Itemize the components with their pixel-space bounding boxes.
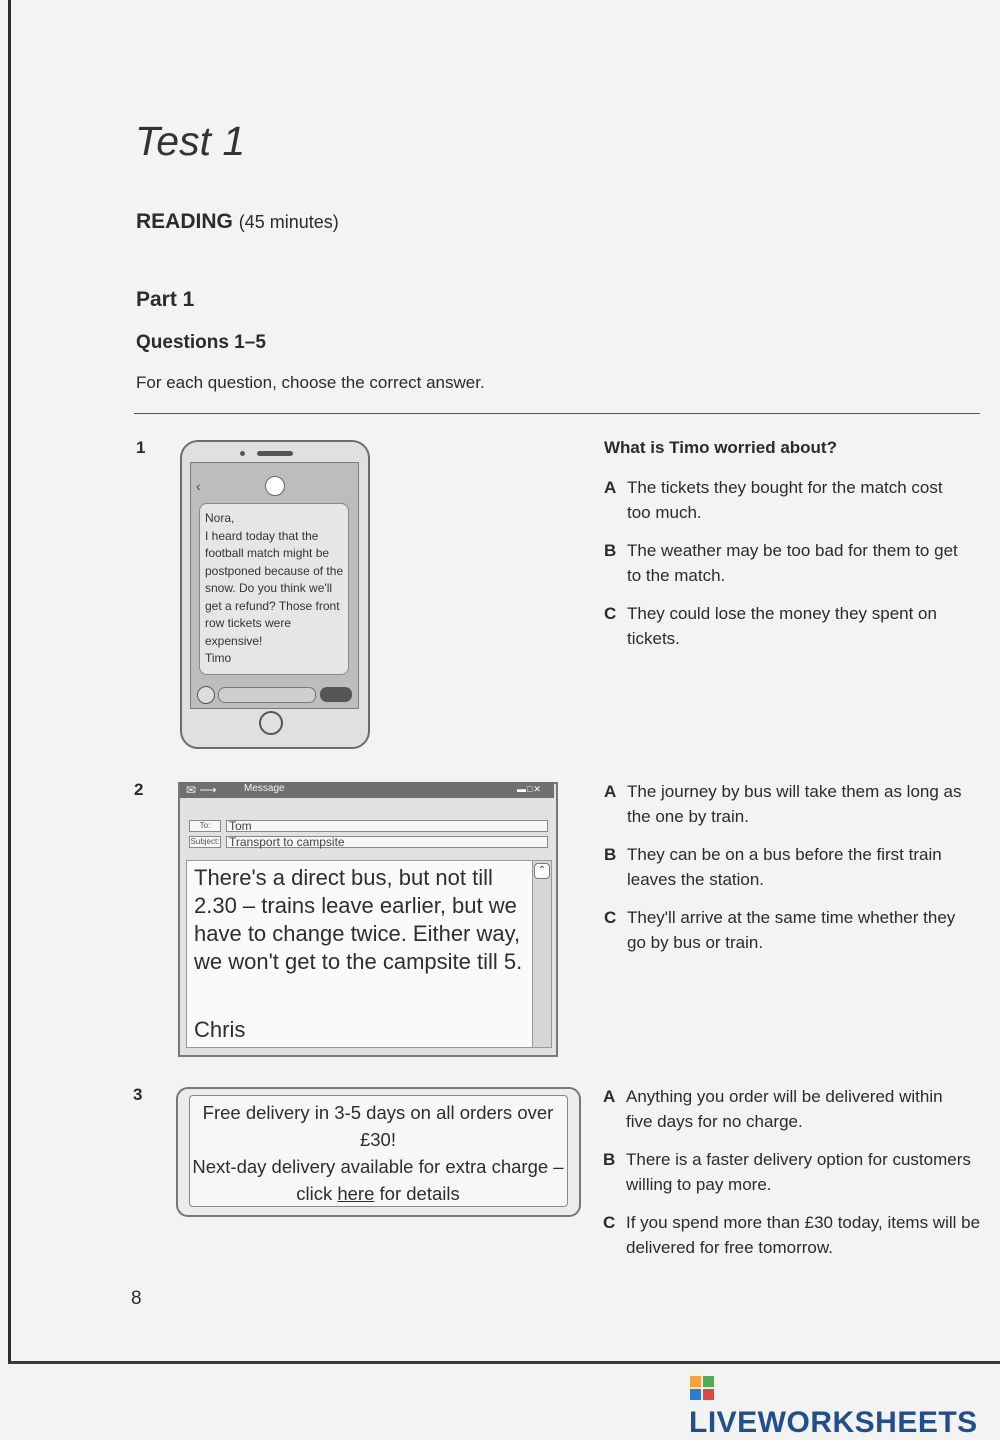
option-text: The tickets they bought for the match cost too much. bbox=[627, 478, 943, 522]
envelope-icon: ✉ ⟶ bbox=[186, 783, 217, 797]
option-a[interactable] bbox=[604, 779, 964, 829]
instruction: For each question, choose the correct answer. bbox=[136, 373, 485, 392]
question-number: 3 bbox=[133, 1085, 143, 1104]
email-window-title: Message bbox=[244, 783, 285, 794]
option-text: The journey by bus will take them as long as the one by train. bbox=[627, 782, 962, 826]
phone-speaker bbox=[257, 451, 293, 456]
brand-name: LIVEWORKSHEETS bbox=[689, 1406, 978, 1439]
option-letter: A bbox=[604, 782, 617, 801]
page-edge-bottom bbox=[8, 1361, 1000, 1364]
to-field: Tom bbox=[226, 820, 548, 832]
option-letter: B bbox=[604, 541, 617, 560]
option-text: If you spend more than £30 today, items will be delivered for free tomorrow. bbox=[626, 1213, 981, 1257]
send-button bbox=[320, 687, 352, 702]
section-time: (45 minutes) bbox=[238, 212, 339, 232]
option-letter: A bbox=[604, 478, 617, 497]
window-controls-icon: ▬□✕ bbox=[517, 784, 542, 794]
contact-avatar bbox=[265, 476, 285, 496]
camera-icon bbox=[197, 686, 215, 704]
option-a[interactable] bbox=[604, 475, 964, 525]
scroll-up-icon: ⌃ bbox=[534, 863, 550, 879]
option-text: There is a faster delivery option for customers willing to pay more. bbox=[626, 1150, 971, 1194]
option-b[interactable] bbox=[604, 538, 964, 588]
option-c[interactable] bbox=[604, 905, 964, 955]
option-letter: C bbox=[604, 604, 617, 623]
message-input bbox=[218, 687, 316, 703]
option-c[interactable] bbox=[603, 1210, 981, 1260]
subject-field: Transport to campsite bbox=[226, 836, 548, 848]
option-letter: B bbox=[603, 1150, 616, 1169]
back-chevron-icon: ‹ bbox=[196, 478, 201, 494]
phone-message-text: Nora, I heard today that the football match might be postponed because of the snow. Do you think we'll get a refund? Those front row tickets were expensive! Timo bbox=[205, 511, 344, 665]
question-stem: What is Timo worried about? bbox=[604, 438, 837, 457]
question-range: Questions 1–5 bbox=[136, 332, 266, 353]
option-letter: C bbox=[604, 908, 617, 927]
email-titlebar bbox=[180, 782, 554, 798]
email-body-text: There's a direct bus, but not till 2.30 – trains leave earlier, but we have to change twice. Either way, we won't get to the campsite till 5. bbox=[194, 865, 523, 974]
option-b[interactable] bbox=[604, 842, 964, 892]
question-number: 2 bbox=[134, 780, 144, 799]
option-b[interactable] bbox=[603, 1147, 978, 1197]
delivery-notice-text bbox=[192, 1099, 564, 1207]
scrollbar bbox=[532, 860, 552, 1048]
option-letter: C bbox=[603, 1213, 616, 1232]
section-name: READING bbox=[136, 210, 233, 233]
notice-line-2-start: Next-day delivery available for extra charge – click bbox=[192, 1156, 564, 1204]
option-letter: A bbox=[603, 1087, 616, 1106]
details-link[interactable]: here bbox=[337, 1183, 375, 1204]
option-text: Anything you order will be delivered within five days for no charge. bbox=[626, 1087, 943, 1131]
to-label: To: bbox=[189, 820, 221, 832]
notice-line-2 bbox=[192, 1153, 564, 1207]
option-text: They'll arrive at the same time whether they go by bus or train. bbox=[627, 908, 956, 952]
page-title: Test 1 bbox=[135, 118, 246, 164]
phone-camera-dot bbox=[240, 451, 245, 456]
home-button bbox=[259, 711, 283, 735]
question-number: 1 bbox=[136, 438, 146, 457]
part-heading: Part 1 bbox=[136, 288, 195, 311]
option-text: The weather may be too bad for them to get to the match. bbox=[627, 541, 958, 585]
subject-label: Subject: bbox=[190, 837, 220, 846]
option-c[interactable] bbox=[604, 601, 964, 651]
divider bbox=[134, 413, 980, 414]
option-letter: B bbox=[604, 845, 617, 864]
liveworksheets-logo-icon bbox=[689, 1375, 715, 1401]
notice-line-2-end: for details bbox=[374, 1183, 460, 1204]
section-heading bbox=[136, 210, 339, 234]
option-text: They could lose the money they spent on tickets. bbox=[627, 604, 937, 648]
option-text: They can be on a bus before the first train leaves the station. bbox=[627, 845, 942, 889]
brand-logo[interactable] bbox=[689, 1372, 1000, 1440]
page-number: 8 bbox=[131, 1288, 142, 1309]
email-signature: Chris bbox=[194, 1017, 246, 1042]
page-edge bbox=[8, 0, 11, 1364]
notice-line-1: Free delivery in 3-5 days on all orders over £30! bbox=[202, 1102, 554, 1150]
option-a[interactable] bbox=[603, 1084, 963, 1134]
